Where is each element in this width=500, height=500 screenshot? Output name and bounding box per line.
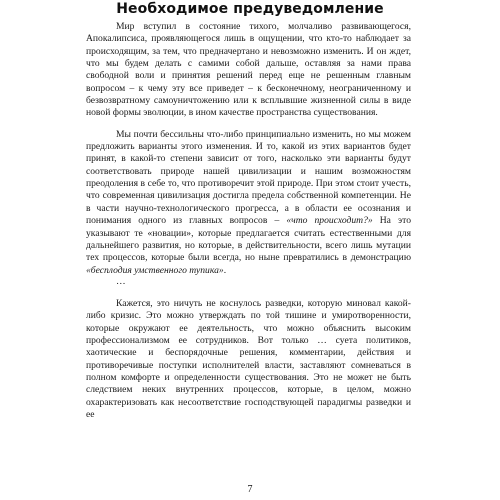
paragraph-2-quote-end: «бесплодия умственного тупика» (86, 264, 224, 276)
paragraph-1: Мир вступил в состояние тихого, молчаливо развивающегося, Апокалипсиса, проявляющегося лишь в ощущении, что кто-то наблюдает за происходящим, за тем, что предначертано и невозможно изменить. И он ждет, что мы будем делать с самими собой дальше, оставляя за нами права свободной воли и принятия решений перед еще не решенным главным вопросом – к чему эту все приведет – к бесконечному, неограниченному и безвозвратному самоуничтожению или к всплывшие жизненной силы в виде новой формы эволюции, в ином качестве пространства существования. (86, 21, 411, 119)
ellipsis-separator: … (116, 275, 126, 287)
paragraph-2-text-end: . (223, 264, 227, 276)
document-body (86, 21, 411, 421)
paragraph-2-quote: «что происходит?» (286, 215, 373, 227)
page-title: Необходимое предуведомление (116, 1, 384, 17)
paragraph-2-text-middle: На это указывают те «новации», которые предлагается считать естественными для дальнейшего развития, но которые, в действительности, всего лишь мутации тех процессов, которые были всегда, но ныне превратились в демонстрацию (86, 215, 411, 264)
paragraph-2 (86, 129, 411, 277)
paragraph-2-text-start: Мы почти бессильны что-либо принципиально изменить, но мы можем предложить варианты этого изменения. И то, какой из этих вариантов будет принят, в какой-то степени зависит от того, насколько эти варианты будут соответствовать природе нашей цивилизации и нашим возможностям преодоления в себе то, что противоречит этой природе. При этом стоит учесть, что современная цивилизация достигла предела собственной компетенции. Не в части научно-технологического прогресса, а в области ее осознания и понимания одного из главных вопросов – (86, 128, 411, 227)
page-number: 7 (247, 484, 253, 495)
paragraph-3: Кажется, это ничуть не коснулось разведки, которую миновал какой-либо кризис. Это можно утверждать по той тишине и умиротворенности, которые окружают ее деятельность, что можно объяснить высоким профессионализмом ее сотрудников. Вот только … суета политиков, хаотические и беспорядочные решения, комментарии, действия и противоречивые поступки исполнителей власти, заставляют сомневаться в полном комфорте и определенности существования. Это не может не быть следствием неких внутренних процессов, которые, в целом, можно охарактеризовать как несоответствие господствующей парадигмы разведки и ее (86, 297, 411, 420)
